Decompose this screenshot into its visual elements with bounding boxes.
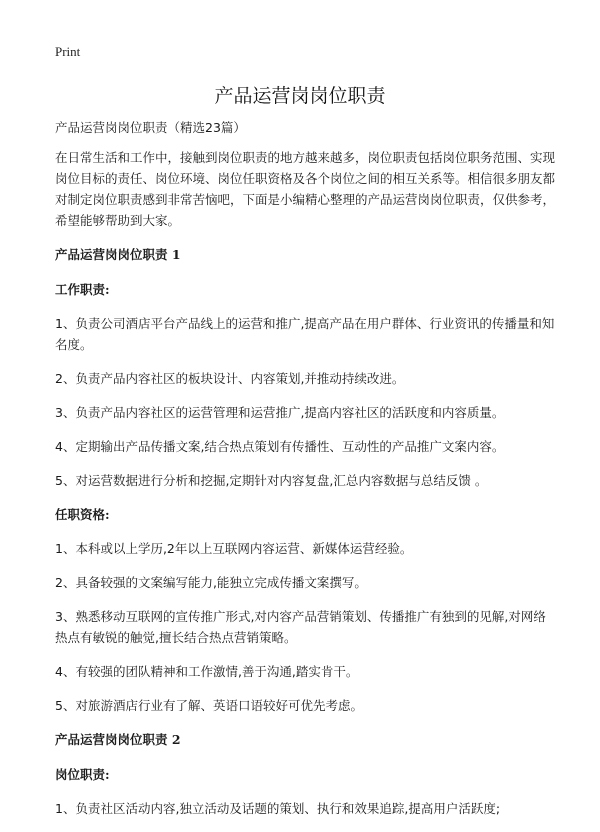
duty-item: 1、负责社区活动内容,独立活动及话题的策划、执行和效果追踪,提高用户活跃度; xyxy=(55,801,501,816)
document-body xyxy=(55,117,555,832)
duties-heading: 工作职责: xyxy=(55,282,110,297)
document-subtitle: 产品运营岗岗位职责（精选23篇） xyxy=(55,120,246,135)
duties-heading: 岗位职责: xyxy=(55,767,110,782)
requirement-item: 3、熟悉移动互联网的宣传推广形式,对内容产品营销策划、传播推广有独到的见解,对网络热点有敏锐的触觉,擅长结合热点营销策略。 xyxy=(55,609,546,645)
requirement-item: 4、有较强的团队精神和工作激情,善于沟通,踏实肯干。 xyxy=(55,664,359,679)
requirement-item: 2、具备较强的文案编写能力,能独立完成传播文案撰写。 xyxy=(55,575,367,590)
requirement-item: 5、对旅游酒店行业有了解、英语口语较好可优先考虑。 xyxy=(55,698,363,713)
duty-item: 1、负责公司酒店平台产品线上的运营和推广,提高产品在用户群体、行业资讯的传播量和知名度。 xyxy=(55,316,555,352)
duty-item: 5、对运营数据进行分析和挖掘,定期针对内容复盘,汇总内容数据与总结反馈 。 xyxy=(55,473,488,488)
intro-paragraph: 在日常生活和工作中，接触到岗位职责的地方越来越多，岗位职责包括岗位职务范围、实现岗位目标的责任、岗位环境、岗位任职资格及各个岗位之间的相互关系等。相信很多朋友都对制定岗位职责感到非常苦恼吧，下面是小编精心整理的产品运营岗岗位职责，仅供参考，希望能够帮助到大家。 xyxy=(55,150,556,228)
print-link[interactable]: Print xyxy=(55,44,81,59)
requirement-item: 1、本科或以上学历,2年以上互联网内容运营、新媒体运营经验。 xyxy=(55,541,413,556)
requirements-heading: 任职资格: xyxy=(55,507,110,522)
duty-item: 3、负责产品内容社区的运营管理和运营推广,提高内容社区的活跃度和内容质量。 xyxy=(55,405,505,420)
page-title: 产品运营岗岗位职责 xyxy=(214,85,386,107)
duty-item: 2、负责产品内容社区的板块设计、内容策划,并推动持续改进。 xyxy=(55,371,405,386)
duty-item: 4、定期输出产品传播文案,结合热点策划有传播性、互动性的产品推广文案内容。 xyxy=(55,439,505,454)
section-heading: 产品运营岗岗位职责 1 xyxy=(55,247,181,262)
section-heading: 产品运营岗岗位职责 2 xyxy=(55,732,181,747)
